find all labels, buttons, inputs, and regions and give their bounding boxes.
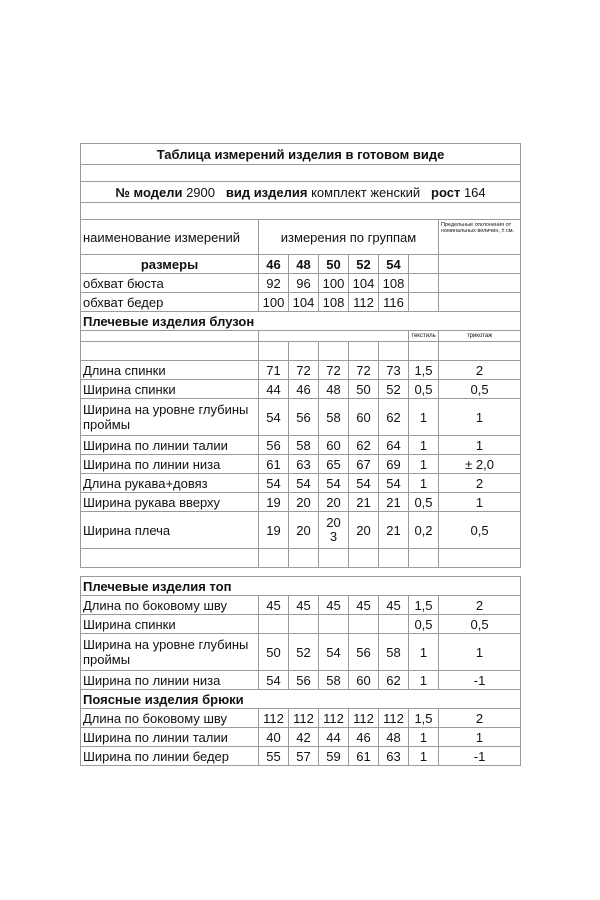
- measurement-value: 60: [349, 671, 379, 690]
- measurement-value: 54: [259, 671, 289, 690]
- tolerance-knit: 0,5: [439, 512, 521, 549]
- measurement-value: 19: [259, 493, 289, 512]
- measurement-value: 72: [319, 361, 349, 380]
- measurement-name: Ширина плеча: [81, 512, 259, 549]
- tolerance-textile: 0,5: [409, 615, 439, 634]
- measurement-value: 71: [259, 361, 289, 380]
- measurement-value: 104: [349, 274, 379, 293]
- height-value: 164: [463, 184, 486, 200]
- measurement-value: 56: [349, 634, 379, 671]
- measurement-value: 73: [379, 361, 409, 380]
- empty-cell: [409, 293, 439, 312]
- section-title: Плечевые изделия топ: [81, 577, 521, 596]
- tolerance-textile: 0,2: [409, 512, 439, 549]
- measurement-value: 61: [259, 455, 289, 474]
- measurement-value: 112: [349, 709, 379, 728]
- table-row: [81, 634, 521, 671]
- spacer-row: [81, 568, 521, 577]
- measurement-value: 55: [259, 747, 289, 766]
- size-cell: 48: [289, 255, 319, 274]
- measurement-value: 56: [289, 671, 319, 690]
- textile-subhead: текстиль: [409, 331, 439, 342]
- model-value: 2900: [186, 184, 215, 200]
- table-row: [81, 747, 521, 766]
- measurement-value: [259, 615, 289, 634]
- measurement-value: 44: [319, 728, 349, 747]
- measurement-value: 42: [289, 728, 319, 747]
- tolerance-textile: 1,5: [409, 596, 439, 615]
- tolerance-textile: 0,5: [409, 380, 439, 399]
- measurement-value: 54: [259, 474, 289, 493]
- tolerance-knit: 2: [439, 361, 521, 380]
- empty-cell: [349, 342, 379, 361]
- table-row: [81, 361, 521, 380]
- blank-row: [81, 203, 521, 220]
- measurement-value: 44: [259, 380, 289, 399]
- empty-cell: [409, 549, 439, 568]
- measurement-value: [319, 615, 349, 634]
- empty-cell: [319, 549, 349, 568]
- tolerance-knit: 2: [439, 596, 521, 615]
- tolerance-textile: 1: [409, 455, 439, 474]
- table-row: [81, 493, 521, 512]
- measurement-value: 20 3: [319, 512, 349, 549]
- measurement-value: 54: [259, 399, 289, 436]
- table-row: [81, 512, 521, 549]
- measurement-value: 58: [319, 399, 349, 436]
- blank-row: [81, 342, 521, 361]
- type-label: вид изделия: [225, 184, 308, 200]
- empty-cell: [439, 293, 521, 312]
- tolerance-knit: 1: [439, 728, 521, 747]
- measurement-value: 60: [349, 399, 379, 436]
- measurement-value: 96: [289, 274, 319, 293]
- empty-cell: [259, 331, 409, 342]
- name-column-header: наименование измерений: [81, 220, 259, 255]
- measurement-name: Длина рукава+довяз: [81, 474, 259, 493]
- tolerance-knit: 2: [439, 709, 521, 728]
- measurement-sheet: [80, 143, 520, 766]
- size-cell: 54: [379, 255, 409, 274]
- measurement-value: 52: [289, 634, 319, 671]
- measurement-value: 45: [289, 596, 319, 615]
- section-title-row: [81, 577, 521, 596]
- measurement-value: 54: [349, 474, 379, 493]
- table-row: [81, 399, 521, 436]
- table-row: [81, 474, 521, 493]
- measurement-value: 92: [259, 274, 289, 293]
- measurement-value: 112: [349, 293, 379, 312]
- measurement-value: 108: [319, 293, 349, 312]
- table-title: Таблица измерений изделия в готовом виде: [81, 144, 521, 165]
- title-row: [81, 144, 521, 165]
- measurement-value: 69: [379, 455, 409, 474]
- tolerance-knit: -1: [439, 747, 521, 766]
- empty-cell: [409, 255, 439, 274]
- measurement-name: Ширина спинки: [81, 380, 259, 399]
- measurement-value: 21: [379, 493, 409, 512]
- measurement-value: 112: [259, 709, 289, 728]
- empty-cell: [439, 549, 521, 568]
- tolerance-knit: 1: [439, 634, 521, 671]
- measurement-name: Ширина по линии низа: [81, 455, 259, 474]
- empty-cell: [379, 342, 409, 361]
- measurement-value: 20: [289, 512, 319, 549]
- measurement-value: [379, 615, 409, 634]
- measurement-value: [289, 615, 319, 634]
- empty-cell: [81, 549, 259, 568]
- size-cell: 50: [319, 255, 349, 274]
- measurement-value: 104: [289, 293, 319, 312]
- measurement-value: 59: [319, 747, 349, 766]
- table-row: [81, 615, 521, 634]
- tolerance-textile: 1: [409, 634, 439, 671]
- measurement-value: 50: [259, 634, 289, 671]
- measurement-value: 54: [319, 634, 349, 671]
- measurement-value: 112: [379, 709, 409, 728]
- empty-cell: [81, 568, 521, 577]
- measurement-value: 63: [289, 455, 319, 474]
- empty-cell: [349, 549, 379, 568]
- height-label: рост: [431, 184, 461, 200]
- measurement-value: 20: [319, 493, 349, 512]
- tolerance-textile: 1: [409, 474, 439, 493]
- measurement-name: Ширина по линии талии: [81, 436, 259, 455]
- empty-cell: [319, 342, 349, 361]
- tolerance-knit: ± 2,0: [439, 455, 521, 474]
- section-title-row: [81, 312, 521, 331]
- measurement-value: 62: [379, 671, 409, 690]
- tolerance-textile: 1,5: [409, 709, 439, 728]
- measurement-value: 61: [349, 747, 379, 766]
- size-cell: 52: [349, 255, 379, 274]
- table-row: [81, 671, 521, 690]
- sizes-label: размеры: [81, 255, 259, 274]
- measurement-name: Ширина по линии низа: [81, 671, 259, 690]
- tolerance-knit: 2: [439, 474, 521, 493]
- measurement-value: 46: [349, 728, 379, 747]
- measurement-value: 50: [349, 380, 379, 399]
- measurement-value: 56: [289, 399, 319, 436]
- measurement-value: 64: [379, 436, 409, 455]
- measurement-value: 45: [349, 596, 379, 615]
- measurement-name: Длина по боковому шву: [81, 596, 259, 615]
- subhead-row: [81, 331, 521, 342]
- measurement-value: 45: [319, 596, 349, 615]
- measurement-value: 21: [379, 512, 409, 549]
- tolerance-textile: 1: [409, 399, 439, 436]
- measurement-value: 52: [379, 380, 409, 399]
- measurement-name: Ширина по линии бедер: [81, 747, 259, 766]
- sizes-row: [81, 255, 521, 274]
- measurement-value: 21: [349, 493, 379, 512]
- tolerance-textile: 1: [409, 728, 439, 747]
- measurement-value: 45: [379, 596, 409, 615]
- measurement-name: Ширина спинки: [81, 615, 259, 634]
- blank-row: [81, 165, 521, 182]
- measurement-value: 65: [319, 455, 349, 474]
- model-row: [81, 182, 521, 203]
- empty-cell: [81, 342, 259, 361]
- measurement-value: 67: [349, 455, 379, 474]
- knit-subhead: трикотаж: [439, 331, 521, 342]
- measurement-value: 112: [289, 709, 319, 728]
- measurement-value: 100: [259, 293, 289, 312]
- measurement-value: 62: [379, 399, 409, 436]
- measurement-value: [349, 615, 379, 634]
- tolerance-knit: 1: [439, 436, 521, 455]
- empty-cell: [289, 549, 319, 568]
- measurement-table: [80, 143, 521, 766]
- empty-cell: [409, 342, 439, 361]
- section-title: Плечевые изделия блузон: [81, 312, 521, 331]
- measurement-name: Ширина по линии талии: [81, 728, 259, 747]
- tolerance-textile: 1: [409, 436, 439, 455]
- measurement-value: 56: [259, 436, 289, 455]
- model-info: [81, 182, 521, 203]
- empty-cell: [409, 274, 439, 293]
- empty-cell: [439, 274, 521, 293]
- groups-column-header: измерения по группам: [259, 220, 439, 255]
- empty-cell: [259, 549, 289, 568]
- empty-cell: [439, 255, 521, 274]
- tolerance-knit: 1: [439, 399, 521, 436]
- empty-cell: [439, 342, 521, 361]
- measurement-value: 62: [349, 436, 379, 455]
- measurement-value: 58: [319, 671, 349, 690]
- measurement-value: 19: [259, 512, 289, 549]
- measurement-name: Длина спинки: [81, 361, 259, 380]
- tolerance-textile: 0,5: [409, 493, 439, 512]
- empty-cell: [379, 549, 409, 568]
- table-row: [81, 709, 521, 728]
- table-row: [81, 293, 521, 312]
- measurement-value: 54: [379, 474, 409, 493]
- model-label: № модели: [115, 184, 183, 200]
- measurement-value: 40: [259, 728, 289, 747]
- empty-cell: [81, 331, 259, 342]
- header-row: [81, 220, 521, 255]
- tolerance-textile: 1: [409, 747, 439, 766]
- tolerance-knit: 0,5: [439, 380, 521, 399]
- measurement-value: 112: [319, 709, 349, 728]
- tolerance-knit: -1: [439, 671, 521, 690]
- size-cell: 46: [259, 255, 289, 274]
- empty-cell: [289, 342, 319, 361]
- empty-cell: [259, 342, 289, 361]
- measurement-value: 58: [289, 436, 319, 455]
- type-value: комплект женский: [311, 184, 421, 200]
- section-title: Поясные изделия брюки: [81, 690, 521, 709]
- table-row: [81, 728, 521, 747]
- measurement-value: 54: [319, 474, 349, 493]
- tolerance-textile: 1,5: [409, 361, 439, 380]
- table-row: [81, 436, 521, 455]
- measurement-value: 72: [289, 361, 319, 380]
- measurement-value: 48: [319, 380, 349, 399]
- measurement-name: обхват бюста: [81, 274, 259, 293]
- measurement-value: 116: [379, 293, 409, 312]
- table-row: [81, 455, 521, 474]
- table-row: [81, 274, 521, 293]
- measurement-name: Ширина на уровне глубины проймы: [81, 399, 259, 436]
- tolerance-textile: 1: [409, 671, 439, 690]
- table-row: [81, 380, 521, 399]
- measurement-value: 54: [289, 474, 319, 493]
- measurement-value: 100: [319, 274, 349, 293]
- measurement-value: 58: [379, 634, 409, 671]
- measurement-value: 60: [319, 436, 349, 455]
- measurement-value: 108: [379, 274, 409, 293]
- measurement-name: Длина по боковому шву: [81, 709, 259, 728]
- tolerance-knit: 1: [439, 493, 521, 512]
- tolerance-column-header: Предельные отклонения от номинальных величин, ± см.: [439, 220, 521, 255]
- measurement-value: 20: [349, 512, 379, 549]
- measurement-value: 20: [289, 493, 319, 512]
- measurement-value: 63: [379, 747, 409, 766]
- measurement-name: Ширина на уровне глубины проймы: [81, 634, 259, 671]
- measurement-name: Ширина рукава вверху: [81, 493, 259, 512]
- measurement-value: 48: [379, 728, 409, 747]
- blank-row: [81, 549, 521, 568]
- measurement-value: 72: [349, 361, 379, 380]
- measurement-name: обхват бедер: [81, 293, 259, 312]
- tolerance-knit: 0,5: [439, 615, 521, 634]
- measurement-value: 45: [259, 596, 289, 615]
- measurement-value: 46: [289, 380, 319, 399]
- table-row: [81, 596, 521, 615]
- section-title-row: [81, 690, 521, 709]
- measurement-value: 57: [289, 747, 319, 766]
